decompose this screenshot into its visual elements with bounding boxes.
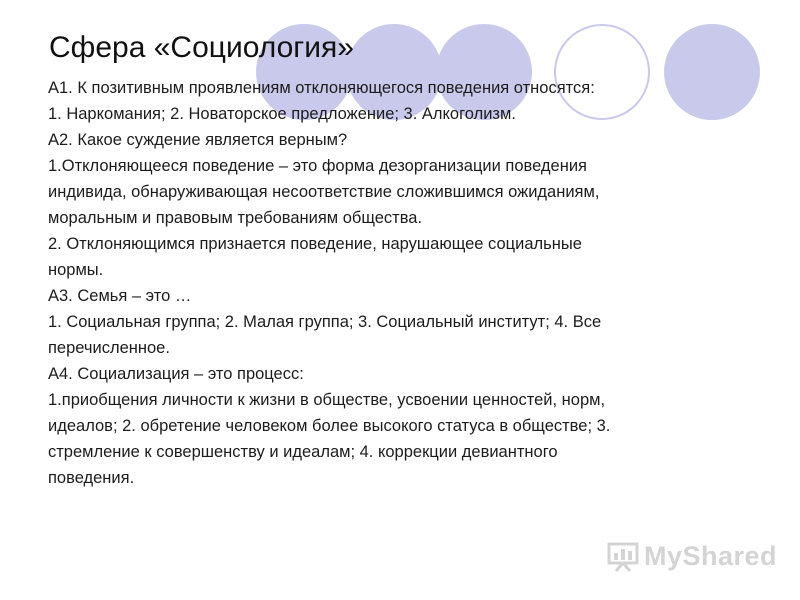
body-line: идеалов; 2. обретение человеком более высокого статуса в обществе; 3. (48, 417, 611, 435)
slide-title: Сфера «Социология» (49, 31, 354, 64)
body-line: А1. К позитивным проявлениям отклоняющегося поведения относятся: (48, 79, 595, 97)
body-line: поведения. (48, 469, 135, 487)
slide-body (48, 75, 778, 491)
body-line: 2. Отклоняющимся признается поведение, нарушающее социальные (48, 235, 582, 253)
body-line: 1.приобщения личности к жизни в обществе, усвоении ценностей, норм, (48, 391, 606, 409)
body-line: перечисленное. (48, 339, 170, 357)
body-line: А3. Семья – это … (48, 287, 192, 305)
body-line: индивида, обнаруживающая несоответствие сложившимся ожиданиям, (48, 183, 600, 201)
presentation-board-icon (606, 539, 640, 573)
body-line: стремление к совершенству и идеалам; 4. коррекции девиантного (48, 443, 558, 461)
body-line: моральным и правовым требованиям общества. (48, 209, 423, 227)
body-line: нормы. (48, 261, 104, 279)
watermark-text: MyShared (644, 540, 778, 571)
watermark-logo (606, 536, 777, 576)
body-line: 1. Социальная группа; 2. Малая группа; 3. Социальный институт; 4. Все (48, 313, 602, 331)
body-line: 1.Отклоняющееся поведение – это форма дезорганизации поведения (48, 157, 587, 175)
body-line: 1. Наркомания; 2. Новаторское предложение; 3. Алкоголизм. (48, 105, 516, 123)
body-line: А2. Какое суждение является верным? (48, 131, 348, 149)
body-line: А4. Социализация – это процесс: (48, 365, 304, 383)
